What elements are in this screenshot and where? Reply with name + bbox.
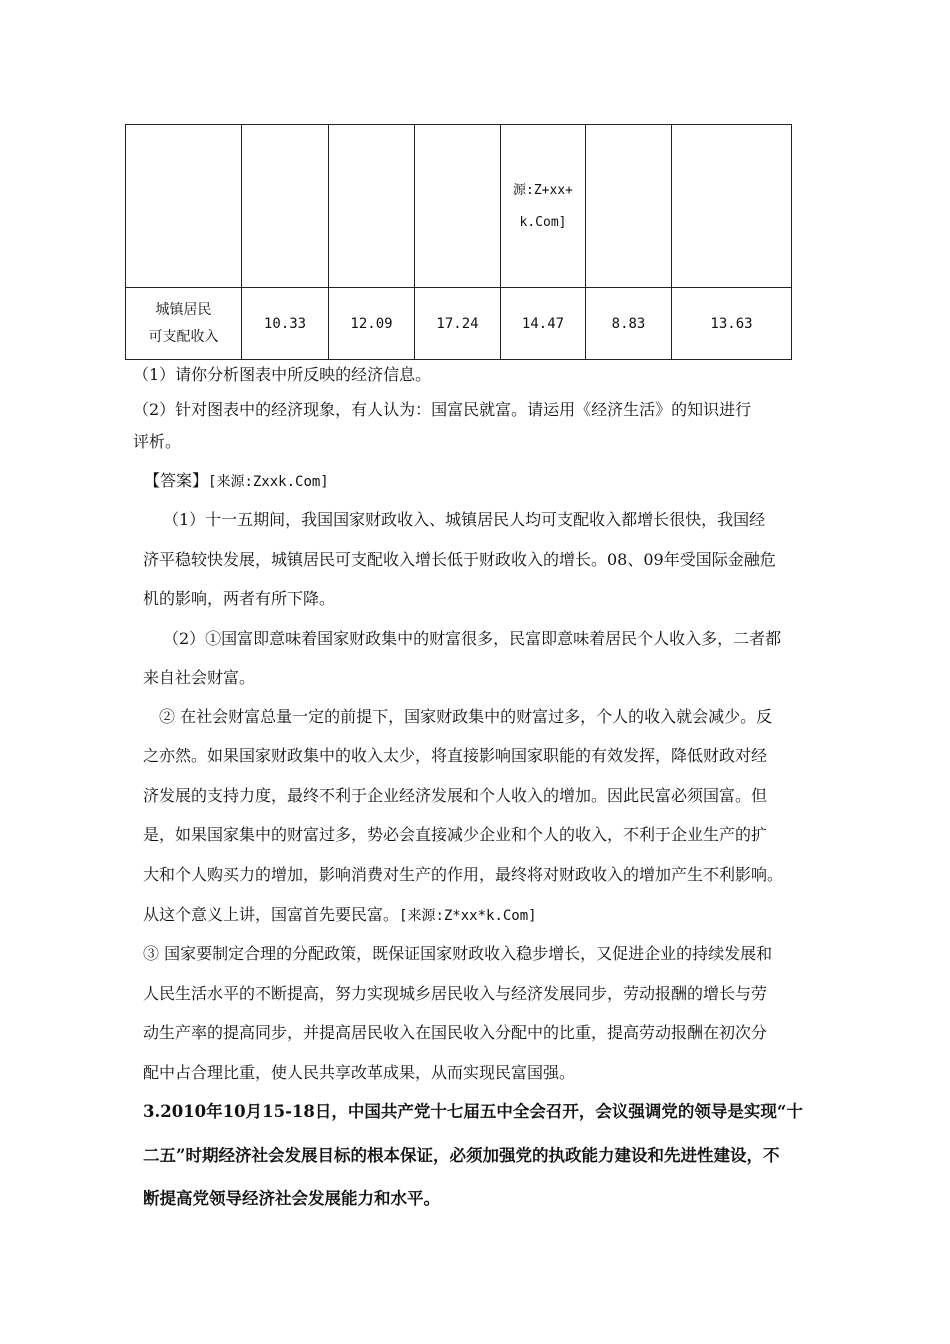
- table-cell: [586, 125, 672, 288]
- question-2-line-1: （2）针对图表中的经济现象，有人认为：国富民就富。请运用《经济生活》的知识进行: [133, 400, 752, 419]
- question-1: （1）请你分析图表中所反映的经济信息。: [133, 365, 432, 384]
- question-2-line-2: 评析。: [133, 432, 182, 451]
- value-cell: 14.47: [501, 288, 586, 360]
- answer-p1-line: 济平稳较快发展，城镇居民可支配收入增长低于财政收入的增长。08、09年受国际金融危: [143, 550, 776, 569]
- table-row-urban-income: [126, 288, 792, 360]
- answer-p4-line: 人民生活水平的不断提高，努力实现城乡居民收入与经济发展同步，劳动报酬的增长与劳: [143, 984, 768, 1003]
- answer-p3-line: 之亦然。如果国家财政集中的收入太少，将直接影响国家职能的有效发挥，降低财政对经: [143, 746, 768, 765]
- value-cell: 17.24: [415, 288, 501, 360]
- answer-p3-line: 大和个人购买力的增加，影响消费对生产的作用，最终将对财政收入的增加产生不利影响。: [143, 865, 784, 884]
- answer-p2-line: （2）①国富即意味着国家财政集中的财富很多，民富即意味着居民个人收入多，二者都: [163, 629, 782, 648]
- answer-p4-line: ③ 国家要制定合理的分配政策，既保证国家财政收入稳步增长，又促进企业的持续发展和: [143, 944, 773, 963]
- answer-p4-line: 动生产率的提高同步，并提高居民收入在国民收入分配中的比重，提高劳动报酬在初次分: [143, 1023, 768, 1042]
- item-3-line: 断提高党领导经济社会发展能力和水平。: [143, 1189, 440, 1208]
- answer-heading: [144, 471, 329, 492]
- answer-source-tag: [来源:Zxxk.Com]: [208, 474, 329, 490]
- source-watermark-text: 源:Z+xx+k.Com]: [513, 183, 573, 230]
- table-cell: [329, 125, 415, 288]
- answer-label: 【答案】: [144, 471, 209, 490]
- value-cell: 10.33: [242, 288, 329, 360]
- item-3-line: 3.2010年10月15-18日，中国共产党十七届五中全会召开，会议强调党的领导是实现“十: [143, 1102, 803, 1121]
- table-row-watermark: [126, 125, 792, 288]
- answer-p3-line: 济发展的支持力度，最终不利于企业经济发展和个人收入的增加。因此民富必须国富。但: [143, 786, 768, 805]
- table-cell-source-watermark: [501, 125, 586, 288]
- answer-p4-line: 配中占合理比重，使人民共享改革成果，从而实现民富国强。: [143, 1063, 576, 1082]
- item-3-line: 二五”时期经济社会发展目标的根本保证，必须加强党的执政能力建设和先进性建设，不: [143, 1146, 780, 1165]
- table-cell: [672, 125, 792, 288]
- answer-p3-source-tag: [来源:Z*xx*k.Com]: [399, 908, 537, 924]
- table-cell: [126, 125, 242, 288]
- value-cell: 13.63: [672, 288, 792, 360]
- answer-p1-line: 机的影响，两者有所下降。: [143, 589, 336, 608]
- answer-p1-line: （1）十一五期间，我国国家财政收入、城镇居民人均可支配收入都增长很快，我国经: [163, 510, 766, 529]
- value-cell: 8.83: [586, 288, 672, 360]
- value-cell: 12.09: [329, 288, 415, 360]
- row-label-urban-disposable-income: 城镇居民 可支配收入: [126, 288, 242, 360]
- answer-p3-line: 从这个意义上讲，国富首先要民富。[来源:Z*xx*k.Com]: [143, 905, 537, 924]
- table-cell: [242, 125, 329, 288]
- answer-p2-line: 来自社会财富。: [143, 668, 256, 687]
- answer-p3-line: 是，如果国家集中的财富过多，势必会直接减少企业和个人的收入，不利于企业生产的扩: [143, 825, 768, 844]
- data-table: [125, 124, 792, 360]
- answer-p3-line: ② 在社会财富总量一定的前提下，国家财政集中的财富过多，个人的收入就会减少。反: [159, 707, 773, 726]
- table-cell: [415, 125, 501, 288]
